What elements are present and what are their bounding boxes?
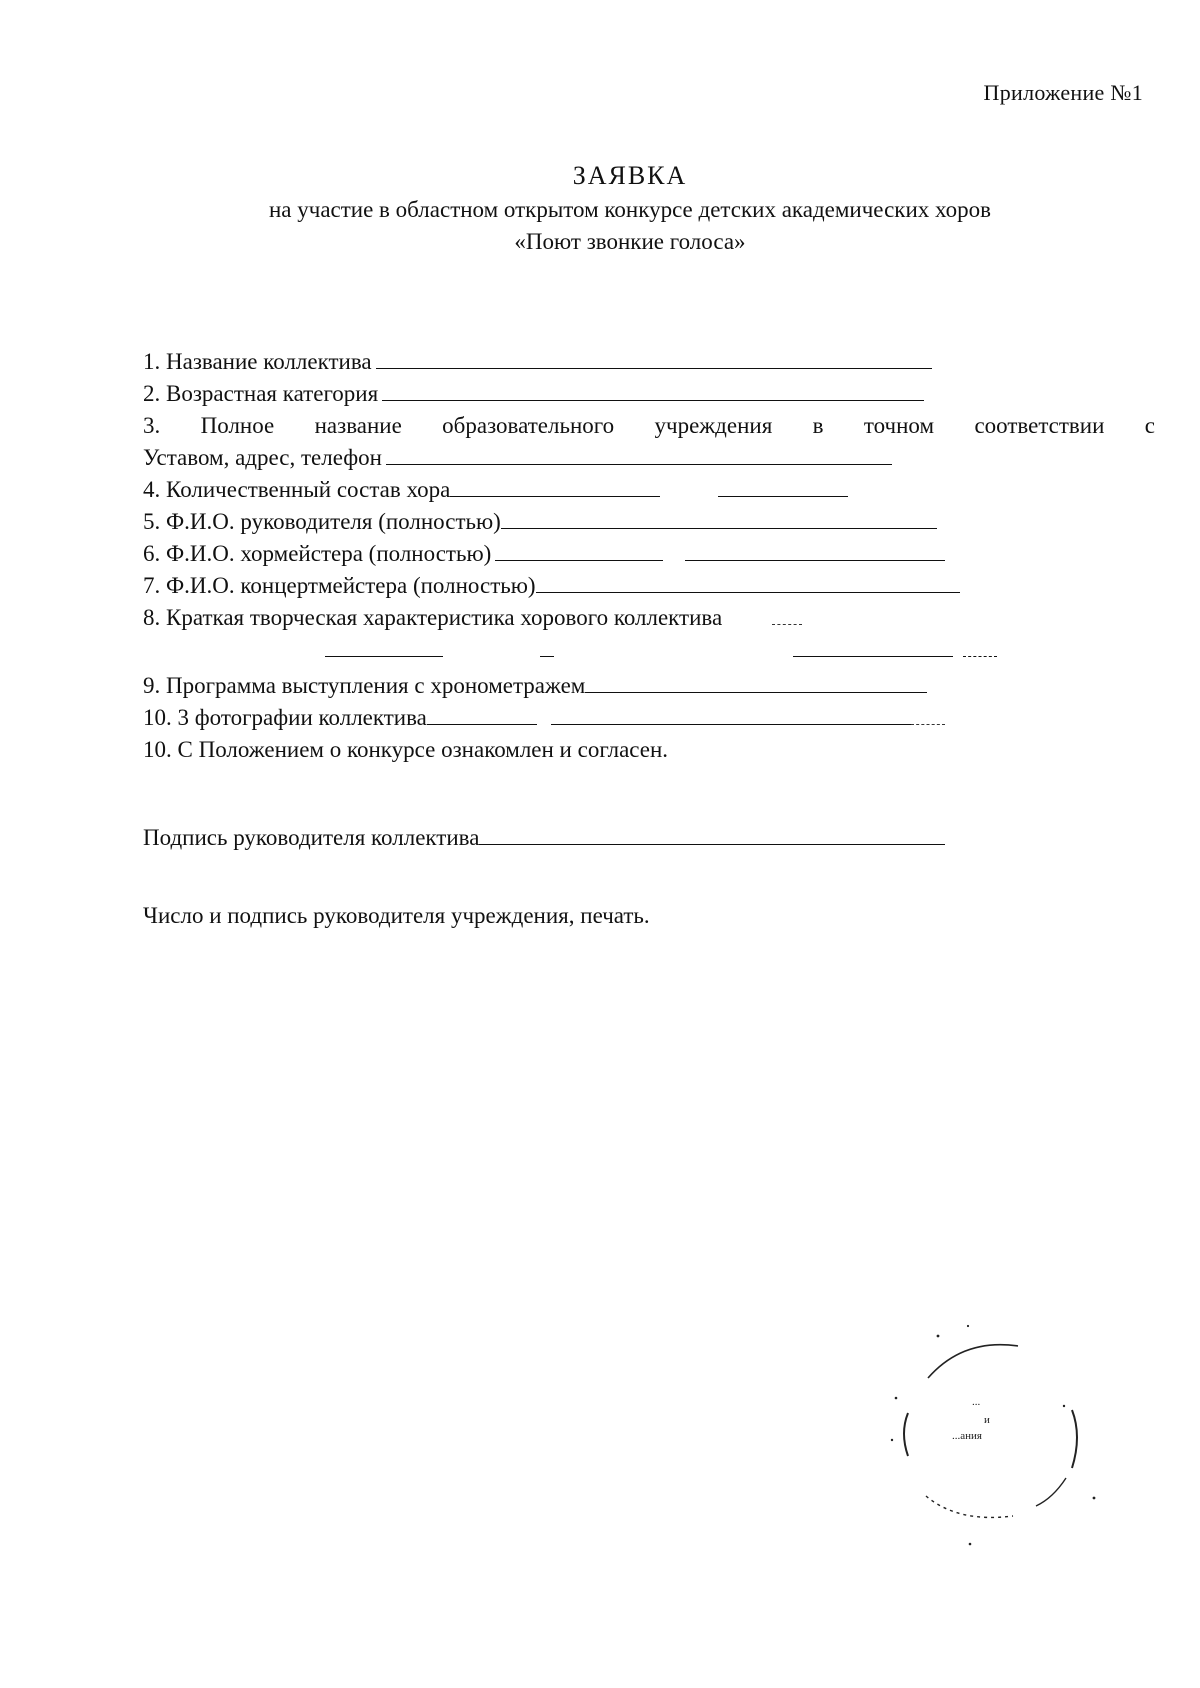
form-item xyxy=(143,702,1155,734)
form-item xyxy=(143,602,1155,634)
form-item xyxy=(143,506,1155,538)
fill-in-blank[interactable] xyxy=(585,670,927,693)
seal-stamp xyxy=(868,1318,1108,1558)
form-item-label: 7. Ф.И.О. концертмейстера (полностью) xyxy=(143,573,536,598)
stamp-text-bottom: ...ания xyxy=(952,1430,982,1442)
fill-in-blank[interactable] xyxy=(551,702,911,725)
form-item xyxy=(143,570,1155,602)
fill-in-blank[interactable] xyxy=(495,538,663,561)
fill-in-blank[interactable] xyxy=(382,378,924,401)
fill-in-blank[interactable] xyxy=(427,702,537,725)
fill-in-blank[interactable] xyxy=(685,538,945,561)
form-item xyxy=(143,734,1155,766)
fill-in-blank[interactable] xyxy=(911,702,945,725)
fill-in-blank[interactable] xyxy=(501,506,937,529)
stamp-icon xyxy=(868,1318,1108,1558)
signature-blank[interactable] xyxy=(479,822,945,845)
form-item-label: 9. Программа выступления с хронометражем xyxy=(143,673,586,698)
appendix-label: Приложение №1 xyxy=(983,80,1143,105)
stamp-text-top: ... xyxy=(972,1396,981,1408)
document-subtitle-line-1: на участие в областном открытом конкурсе детских академических хоров xyxy=(268,197,991,222)
form-item-label: 6. Ф.И.О. хормейстера (полностью) xyxy=(143,541,492,566)
document-title: ЗАЯВКА xyxy=(572,161,688,190)
fill-in-blank[interactable] xyxy=(793,656,953,657)
form-item-label: Уставом, адрес, телефон xyxy=(143,445,382,470)
fill-in-blank[interactable] xyxy=(772,602,802,625)
form-item-label: 5. Ф.И.О. руководителя (полностью) xyxy=(143,509,501,534)
fill-in-blank[interactable] xyxy=(536,570,960,593)
fill-in-blank[interactable] xyxy=(376,346,932,369)
signature-head-of-collective xyxy=(143,822,945,854)
form-item xyxy=(143,670,1155,702)
form-item xyxy=(143,410,1155,442)
fill-in-blank[interactable] xyxy=(718,474,848,497)
form-item-label: 2. Возрастная категория xyxy=(143,381,379,406)
form-item-label: 10. С Положением о конкурсе ознакомлен и согласен. xyxy=(143,737,669,762)
form-item xyxy=(143,346,1155,378)
application-form-items xyxy=(143,346,1155,766)
form-item-label: 3. Полное название образовательного учреждения в точном соответствии с xyxy=(143,413,1155,438)
form-item xyxy=(143,378,1155,410)
document-subtitle-line-2: «Поют звонкие голоса» xyxy=(514,229,746,254)
form-item xyxy=(143,474,1155,506)
form-item-label: 1. Название коллектива xyxy=(143,349,372,374)
form-item-label: 4. Количественный состав хора xyxy=(143,477,451,502)
fill-in-blank[interactable] xyxy=(325,656,443,657)
form-item-continuation[interactable] xyxy=(143,634,1155,670)
form-item-label: 8. Краткая творческая характеристика хорового коллектива xyxy=(143,605,723,630)
form-item xyxy=(143,538,1155,570)
stamp-text-middle: и xyxy=(984,1414,990,1426)
fill-in-blank[interactable] xyxy=(963,656,997,657)
fill-in-blank[interactable] xyxy=(386,442,892,465)
fill-in-blank[interactable] xyxy=(540,656,554,657)
form-item xyxy=(143,442,1155,474)
form-item-label: 10. 3 фотографии коллектива xyxy=(143,705,427,730)
signature-label: Подпись руководителя коллектива xyxy=(143,825,480,850)
title-block xyxy=(150,158,1110,258)
date-and-signature-label: Число и подпись руководителя учреждения, печать. xyxy=(143,903,650,928)
fill-in-blank[interactable] xyxy=(450,474,660,497)
